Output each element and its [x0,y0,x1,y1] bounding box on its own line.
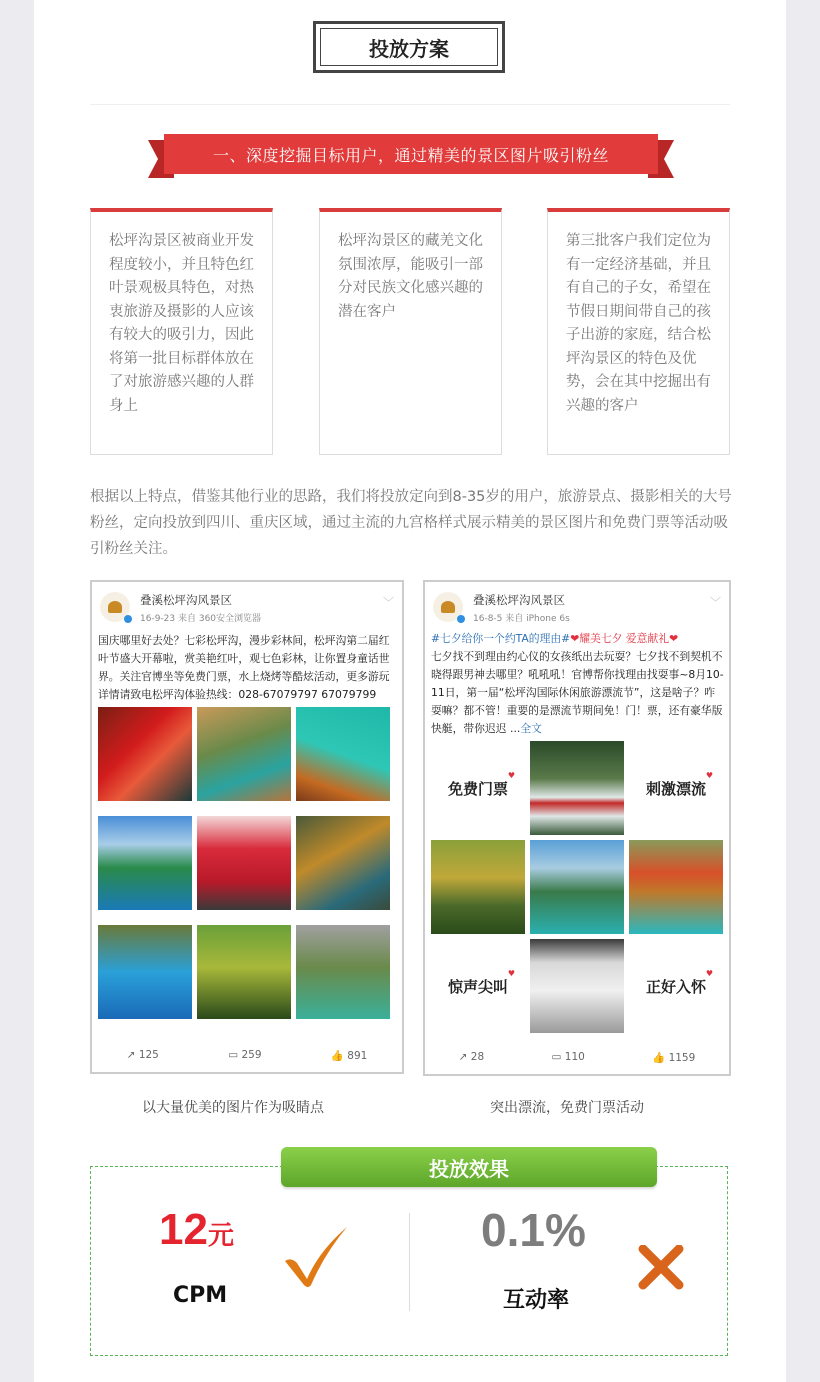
cpm-label: CPM [173,1283,228,1308]
heart-icon: ♥ [705,969,713,978]
label-text: 免费门票 [447,779,508,798]
weibo-post-screenshot-2 [423,580,731,1076]
strategy-paragraph: 根据以上特点，借鉴其他行业的思路，我们将投放定向到8-35岁的用户，旅游景点、摄影相关的大号粉丝，定向投放到四川、重庆区域，通过主流的九宫格样式展示精美的景区图片和免费门票等活动吸引粉丝关注。 [90,489,732,557]
photo-river-valley [530,840,624,934]
photo-golden-forest [431,840,525,934]
label-text: 刺激漂流 [645,779,706,798]
audience-card-3: 第三批客户我们定位为有一定经济基础，并且有自己的子女，希望在节假日期间带自己的孩子出游的家庭，结合松坪沟景区的特色及优势，会在其中挖掘出有兴趣的客户 [547,208,730,455]
photo-rafting [530,741,624,835]
account-name: 叠溪松坪沟风景区 [473,593,565,607]
repost-button[interactable]: ↗ 125 [126,1049,159,1061]
audience-card-1: 松坪沟景区被商业开发程度较小，并且特色红叶景观极具特色，对热衷旅游及摄影的人应该有较大的吸引力，因此将第一批目标群体放在了对旅游感兴趣的人群身上 [90,208,273,455]
like-button[interactable]: 👍 891 [330,1049,368,1062]
comment-button[interactable]: ▭ 110 [551,1051,585,1063]
caption-left: 以大量优美的图片作为吸睛点 [142,1100,324,1116]
weibo-post-screenshot-1 [90,580,404,1074]
section-title [313,21,505,73]
verified-icon [457,615,465,623]
photo-green-reflection [197,925,291,1019]
label-free-ticket [431,741,525,835]
label-text: 正好入怀 [645,977,706,996]
like-count: 1159 [668,1051,696,1064]
post-text [431,630,725,738]
photo-autumn-lake [629,840,723,934]
like-button[interactable]: 👍 1159 [652,1051,696,1064]
section-title-text: 投放方案 [369,36,449,61]
post-text: 国庆哪里好去处？七彩松坪沟，漫步彩林间，松坪沟第二届红叶节盛大开幕啦，赏美艳红叶，观七色彩林，让你置身童话世界。关注官博坐等免费门票，水上烧烤等酷炫活动，更多游玩详情请致电松坪沟体验热线：028-67079797 67079799 [98,634,390,701]
caption-right: 突出漂流，免费门票活动 [490,1100,644,1116]
chevron-down-icon: ﹀ [383,596,394,609]
post-actions [425,1046,729,1068]
post-actions [92,1044,402,1066]
results-divider [409,1213,410,1311]
cpm-value [159,1205,234,1255]
post-meta: 16-9-23 来自 360安全浏览器 [140,614,262,624]
cpm-number: 12 [159,1205,208,1254]
post-body: 七夕找不到理由约心仪的女孩纸出去玩耍？七夕找不到契机不晓得跟男神去哪里？吼吼吼！官博帮你找理由找耍事~8月10-11日，第一届“松坪沟国际休闲旅游漂流节”，这是啥子？咋耍嘛？都不管！重要的是漂流节期间免！门！票，还有豪华版快艇，带你迟迟 ... [431,650,724,735]
label-embrace [629,939,723,1033]
banner-text: 一、深度挖掘目标用户，通过精美的景区图片吸引粉丝 [164,134,658,174]
hashtag-link[interactable]: #七夕给你一个约TA的理由# [431,632,571,645]
label-thrill-rafting [629,741,723,835]
like-count: 891 [347,1049,368,1062]
cross-icon [637,1245,685,1291]
results-title: 投放效果 [281,1147,657,1187]
comment-count: 110 [564,1051,585,1063]
heart-icon: ♥ [507,771,515,780]
photo-blue-pool [98,925,192,1019]
heart-icon: ♥ [705,771,713,780]
photo-turquoise-lake [296,707,390,801]
photo-folk-dancers [197,816,291,910]
post-meta: 16-8-5 来自 iPhone 6s [473,614,570,624]
chevron-down-icon: ﹀ [710,596,721,609]
repost-count: 125 [138,1049,159,1061]
results-panel [90,1156,728,1356]
photo-lake-autumn [197,707,291,801]
repost-button[interactable]: ↗ 28 [458,1051,485,1063]
page [34,0,786,1382]
cpm-unit: 元 [207,1220,234,1250]
verified-icon [124,615,132,623]
label-scream [431,939,525,1033]
audience-card-2: 松坪沟景区的藏羌文化氛围浓厚，能吸引一部分对民族文化感兴趣的潜在客户 [319,208,502,455]
check-icon [281,1223,351,1289]
photo-valley-pond [296,925,390,1019]
interaction-rate-value: 0.1% [481,1204,586,1256]
divider [90,104,730,105]
hashtag-suffix: ❤耀美七夕 爱意献礼❤ [570,632,679,645]
photo-forest-lake [296,816,390,910]
interaction-rate-label: 互动率 [503,1288,570,1313]
photo-mountain-lake [98,816,192,910]
repost-count: 28 [470,1051,485,1063]
account-name: 叠溪松坪沟风景区 [140,593,232,607]
section-banner [148,134,674,178]
heart-icon: ♥ [507,969,515,978]
comment-count: 259 [241,1049,262,1061]
photo-red-maple [98,707,192,801]
label-text: 惊声尖叫 [447,977,508,996]
photo-boat-interior [530,939,624,1033]
read-more-link[interactable]: 全文 [520,722,542,735]
comment-button[interactable]: ▭ 259 [228,1049,262,1061]
